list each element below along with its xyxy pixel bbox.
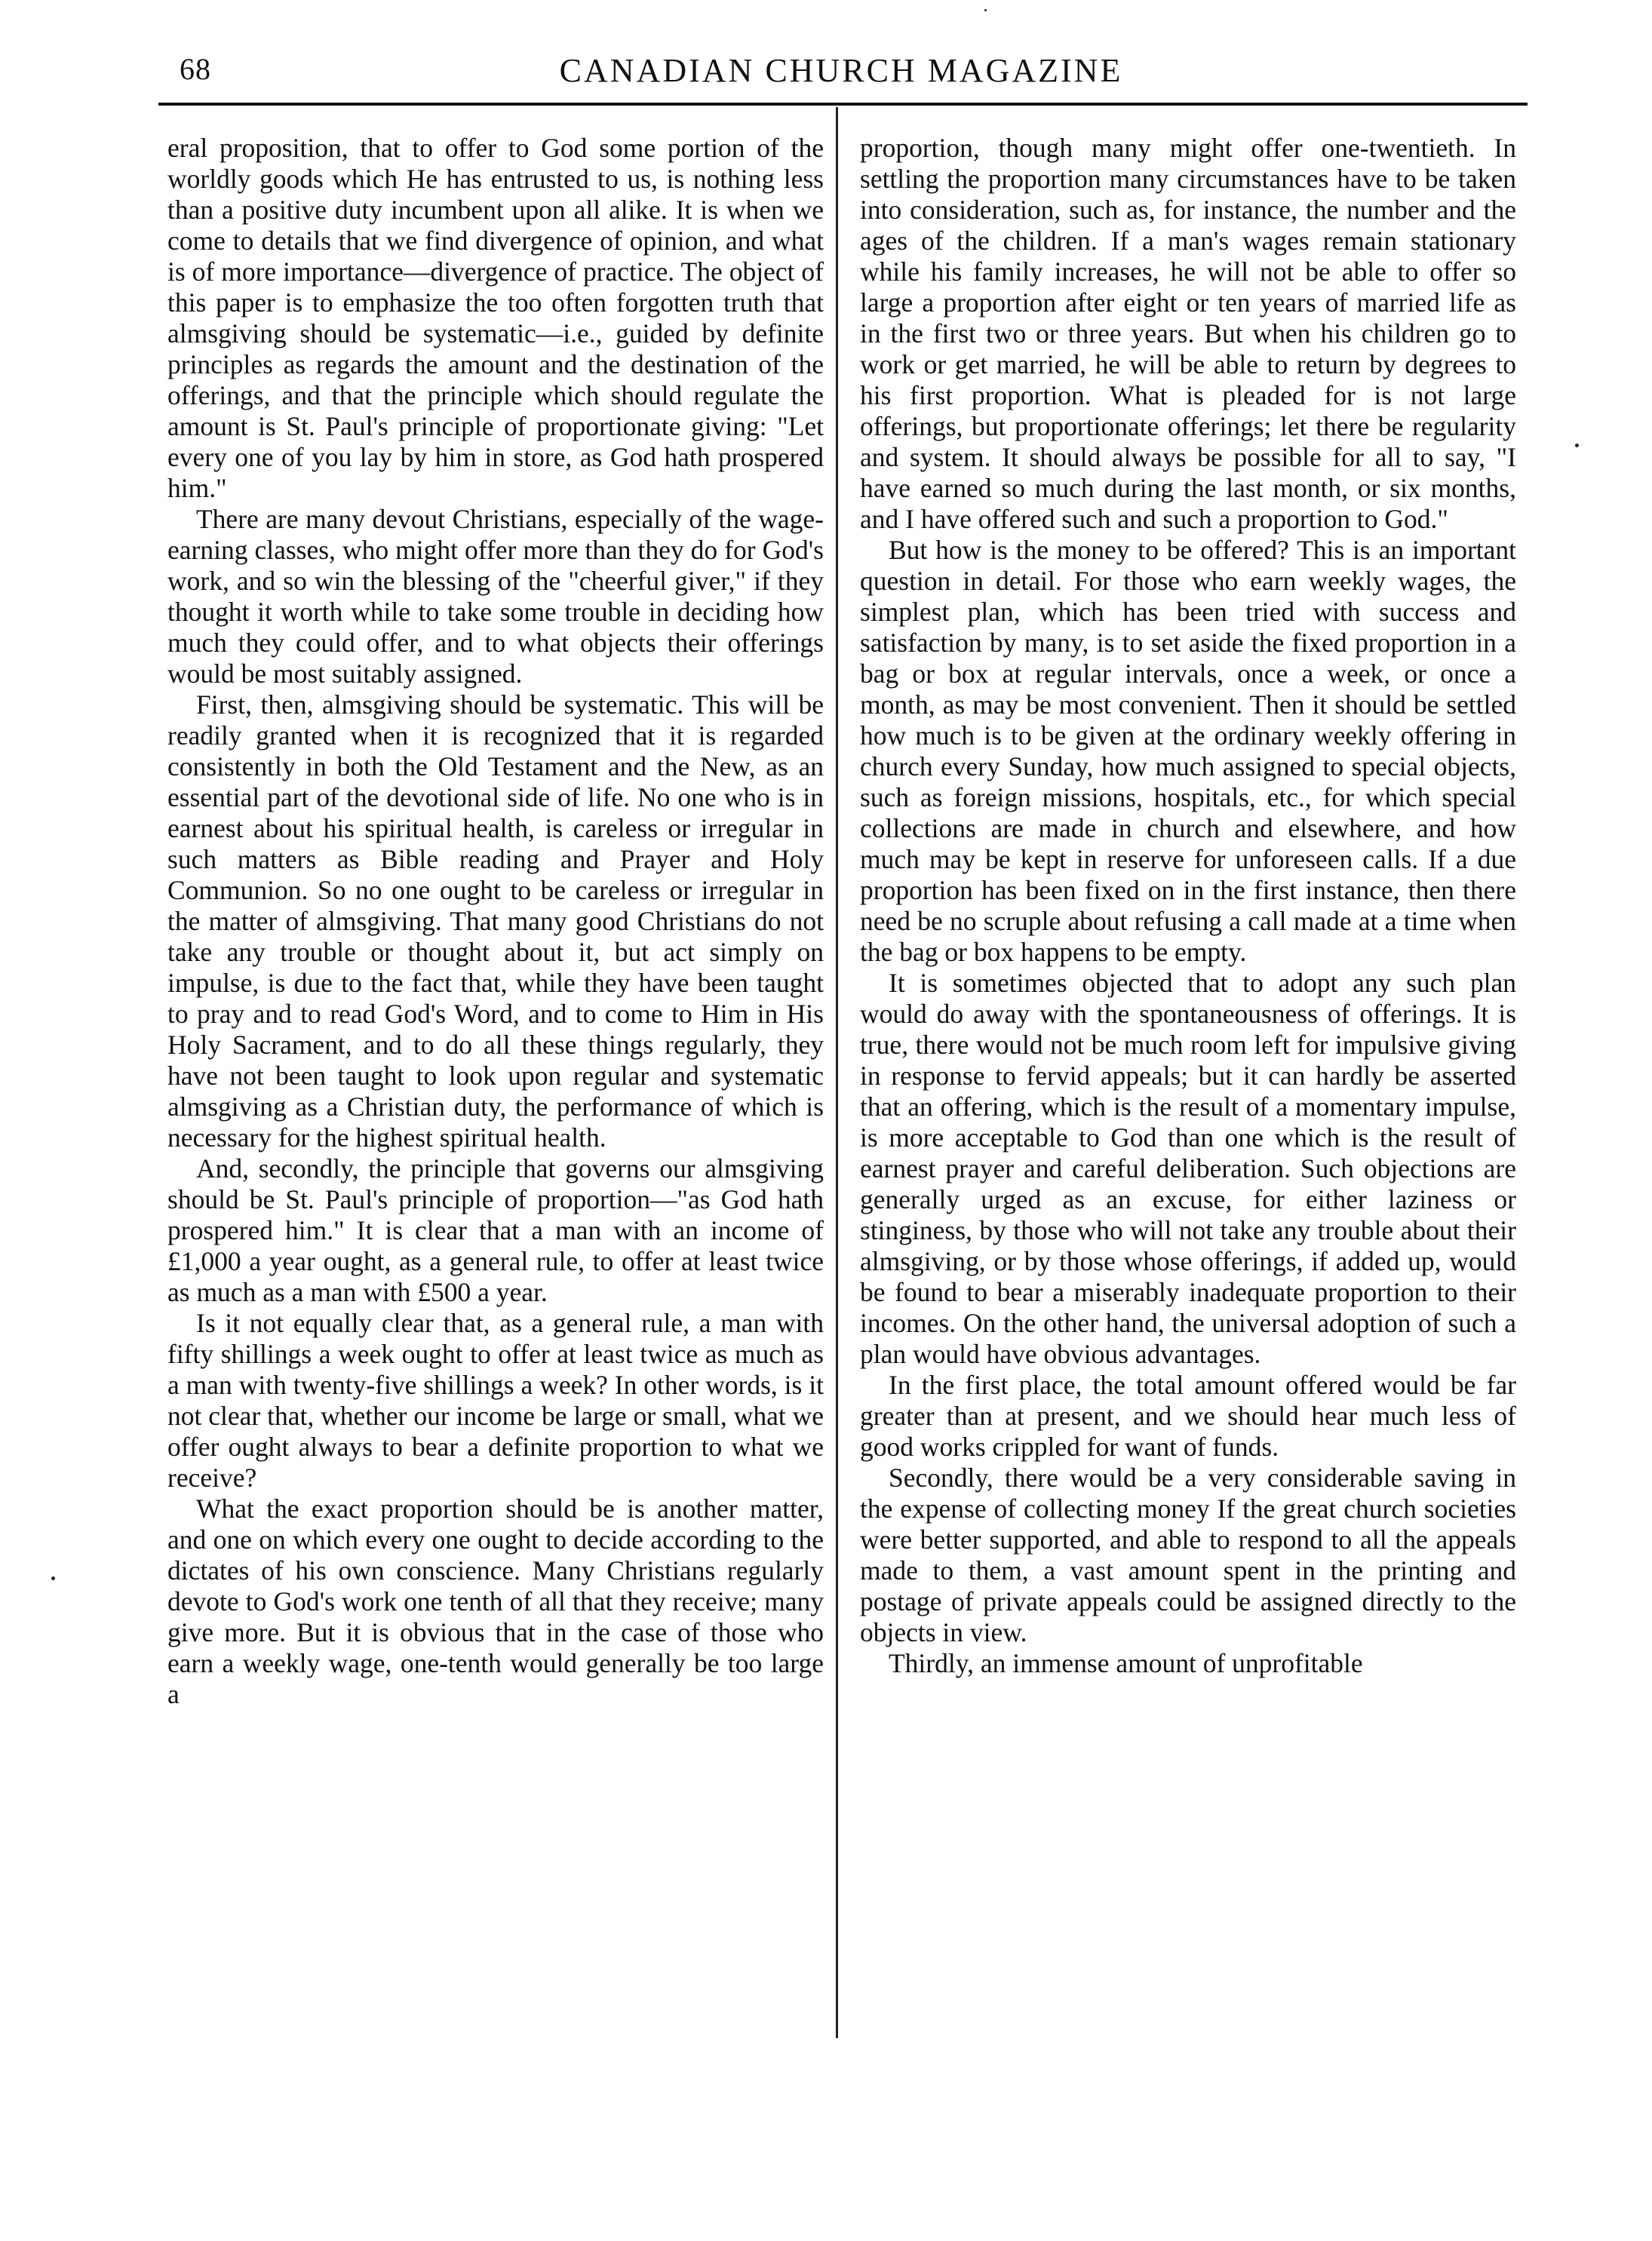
- paragraph: Secondly, there would be a very considerable saving in the expense of collecting money If the great church societies were better supported, and able to respond to all the appeals made to them, a vast amount spent in the printing and postage of private appeals could be assigned directly to the objects in view.: [860, 1463, 1516, 1647]
- paragraph: There are many devout Christians, especially of the wage-earning classes, who might offer more than they do for God's work, and so win the blessing of the "cheerful giver," if they thought it worth while to take some trouble in deciding how much they could offer, and to what objects their offerings would be most suitably assigned.: [167, 504, 824, 689]
- print-speck: [984, 9, 987, 11]
- header-rule: [158, 103, 1528, 106]
- column-divider: [836, 107, 838, 2038]
- print-speck: [51, 1576, 55, 1580]
- paragraph: And, secondly, the principle that governs our almsgiving should be St. Paul's principle of proportion—"as God hath prospered him." It is clear that a man with an income of £1,000 a year ought, as a general rule, to offer at least twice as much as a man with £500 a year.: [167, 1153, 824, 1307]
- paragraph: It is sometimes objected that to adopt any such plan would do away with the spontaneousness of offerings. It is true, there would not be much room left for impulsive giving in response to fervid appeals; but it can hardly be asserted that an offering, which is the result of a momentary impulse, is more acceptable to God than one which is the result of earnest prayer and careful deliberation. Such objections are generally urged as an excuse, for either laziness or stinginess, by those who will not take any trouble about their almsgiving, or by those whose offerings, if added up, would be found to bear a miserably inadequate proportion to their incomes. On the other hand, the universal adoption of such a plan would have obvious advantages.: [860, 968, 1516, 1369]
- paragraph: What the exact proportion should be is another matter, and one on which every one ought to decide according to the dictates of his own conscience. Many Christians regularly devote to God's work one tenth of all that they receive; many give more. But it is obvious that in the case of those who earn a weekly wage, one-tenth would generally be too large a: [167, 1493, 824, 1709]
- print-speck: [1575, 444, 1579, 447]
- right-column: [860, 133, 1516, 2064]
- paragraph: eral proposition, that to offer to God some portion of the worldly goods which He has entrusted to us, is nothing less than a positive duty incumbent upon all alike. It is when we come to details that we find divergence of opinion, and what is of more importance—divergence of practice. The object of this paper is to emphasize the too often forgotten truth that almsgiving should be systematic—i.e., guided by definite principles as regards the amount and the destination of the offerings, and that the principle which should regulate the amount is St. Paul's principle of proportionate giving: "Let every one of you lay by him in store, as God hath prospered him.": [167, 133, 824, 503]
- paragraph: Is it not equally clear that, as a general rule, a man with fifty shillings a week ought to offer at least twice as much as a man with twenty-five shillings a week? In other words, is it not clear that, whether our income be large or small, what we offer ought always to bear a definite proportion to what we receive?: [167, 1308, 824, 1493]
- page-header: [151, 44, 1531, 97]
- paragraph: First, then, almsgiving should be systematic. This will be readily granted when it is recognized that it is regarded consistently in both the Old Testament and the New, as an essential part of the devotional side of life. No one who is in earnest about his spiritual health, is careless or irregular in such matters as Bible reading and Prayer and Holy Communion. So no one ought to be careless or irregular in the matter of almsgiving. That many good Christians do not take any trouble or thought about it, but act simply on impulse, is due to the fact that, while they have been taught to pray and to read God's Word, and to come to Him in His Holy Sacrament, and to do all these things regularly, they have not been taught to look upon regular and systematic almsgiving as a Christian duty, the performance of which is necessary for the highest spiritual health.: [167, 689, 824, 1153]
- paragraph: proportion, though many might offer one-twentieth. In settling the proportion many circumstances have to be taken into consideration, such as, for instance, the number and the ages of the children. If a man's wages remain stationary while his family increases, he will not be able to offer so large a proportion after eight or ten years of married life as in the first two or three years. But when his children go to work or get married, he will be able to return by degrees to his first proportion. What is pleaded for is not large offerings, but proportionate offerings; let there be regularity and system. It should always be possible for all to say, "I have earned so much during the last month, or six months, and I have offered such and such a proportion to God.": [860, 133, 1516, 534]
- running-title: CANADIAN CHURCH MAGAZINE: [559, 52, 1123, 89]
- paragraph: In the first place, the total amount offered would be far greater than at present, and we should hear much less of good works crippled for want of funds.: [860, 1370, 1516, 1462]
- page-number: 68: [180, 52, 211, 86]
- paragraph: Thirdly, an immense amount of unprofitable: [889, 1648, 1363, 1678]
- left-column: [167, 133, 824, 2064]
- paragraph: But how is the money to be offered? This is an important question in detail. For those who earn weekly wages, the simplest plan, which has been tried with success and satisfaction by many, is to set aside the fixed proportion in a bag or box at regular intervals, once a week, or once a month, as may be most convenient. Then it should be settled how much is to be given at the ordinary weekly offering in church every Sunday, how much assigned to special objects, such as foreign missions, hospitals, etc., for which special collections are made in church and elsewhere, and how much may be kept in reserve for unforeseen calls. If a due proportion has been fixed on in the first instance, then there need be no scruple about refusing a call made at a time when the bag or box happens to be empty.: [860, 535, 1516, 967]
